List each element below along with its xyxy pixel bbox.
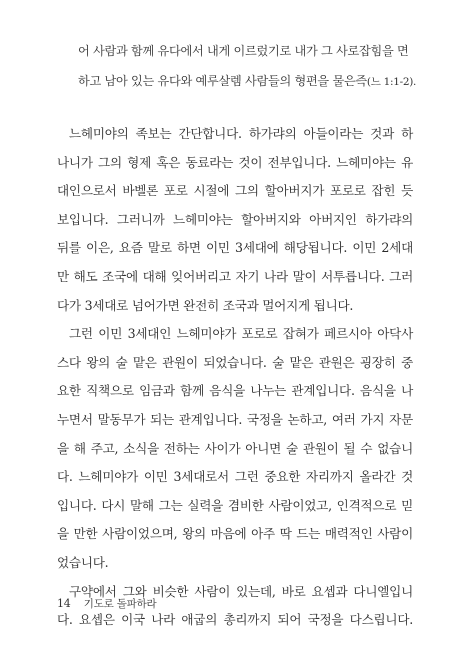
quote-line-2-text: 하고 남아 있는 유다와 예루살렘 사람들의 형편을 물은즉: [78, 74, 367, 88]
body-line-11: 누면서 말동무가 되는 관계입니다. 국정을 논하고, 여러 가지 자문: [57, 411, 413, 427]
body-line-6: 만 해도 조국에 대해 잊어버리고 자기 나라 말이 서투릅니다. 그러: [57, 268, 413, 284]
scripture-quote: [78, 36, 417, 97]
body-line-12: 을 해 주고, 소식을 전하는 사이가 아니면 술 관원이 될 수 없습니: [57, 440, 413, 456]
body-line-14: 입니다. 다시 말해 그는 실력을 겸비한 사람이었고, 인격적으로 믿: [57, 497, 413, 513]
body-line-16: 었습니다.: [57, 554, 109, 570]
body-line-15: 을 만한 사람이었으며, 왕의 마음에 아주 딱 드는 매력적인 사람이: [57, 526, 413, 542]
body-line-7: 다가 3세대로 넘어가면 완전히 조국과 멀어지게 됩니다.: [57, 297, 354, 313]
body-line-5: 뒤를 이은, 요즘 말로 하면 이민 3세대에 해당됩니다. 이민 2세대: [57, 240, 413, 256]
body-line-18: 다. 요셉은 이국 나라 애굽의 총리까지 되어 국정을 다스립니다.: [57, 612, 413, 628]
body-line-9: 스다 왕의 술 맡은 관원이 되었습니다. 술 맡은 관원은 굉장히 중: [57, 354, 413, 370]
body-line-2: 나니가 그의 형제 혹은 동료라는 것이 전부입니다. 느헤미야는 유: [57, 154, 413, 170]
page-number: 14: [57, 597, 71, 610]
body-line-1: 느헤미야의 족보는 간단합니다. 하가랴의 아들이라는 것과 하: [69, 126, 413, 141]
quote-line-1: 어 사람과 함께 유다에서 내게 이르렀기로 내가 그 사로잡힘을 면: [78, 44, 409, 58]
page-footer: [57, 596, 157, 611]
body-line-10: 요한 직책으로 임금과 함께 음식을 나누는 관계입니다. 음식을 나: [57, 383, 413, 399]
quote-line-2: [78, 66, 417, 97]
body-paragraphs: [57, 120, 413, 635]
book-title: 기도로 돌파하라: [83, 598, 157, 610]
body-line-8: 그런 이민 3세대인 느헤미야가 포로로 잡혀가 페르시아 아닥사: [69, 326, 413, 342]
body-line-17: 구약에서 그와 비슷한 사람이 있는데, 바로 요셉과 다니엘입니: [69, 583, 413, 599]
body-line-4: 보입니다. 그러니까 느헤미야는 할아버지와 아버지인 하가랴의: [57, 211, 413, 227]
body-line-3: 대인으로서 바벨론 포로 시절에 그의 할아버지가 포로로 잡힌 듯: [57, 183, 413, 199]
scripture-reference: (느 1:1-2).: [366, 76, 417, 88]
body-line-13: 다. 느헤미야가 이민 3세대로서 그런 중요한 자리까지 올라간 것: [57, 469, 413, 485]
